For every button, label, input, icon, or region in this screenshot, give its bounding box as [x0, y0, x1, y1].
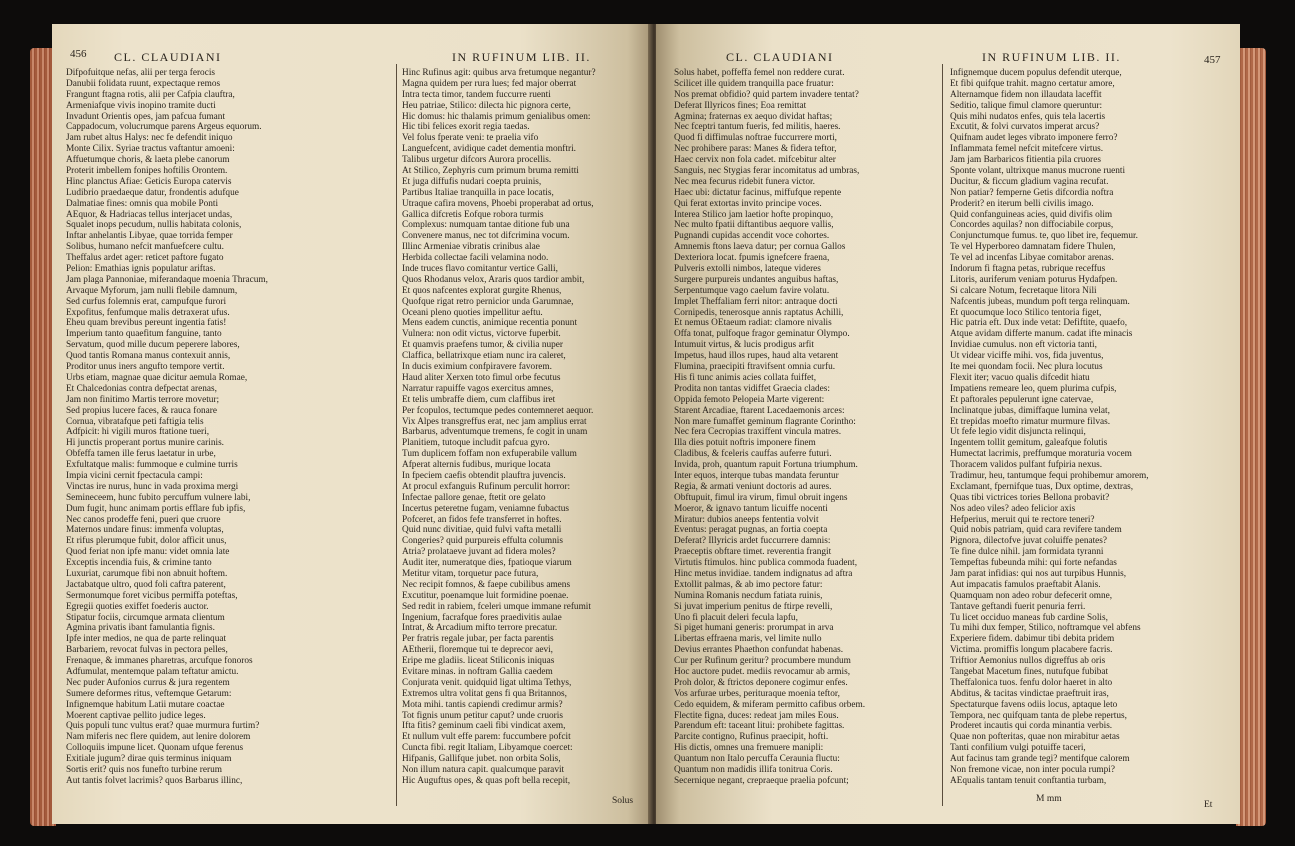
verse-line: Moeror, & ignavo tantum licuiffe nocenti — [674, 503, 828, 514]
verse-line: Pelion: Emathias ignis populatur ariftas. — [66, 264, 216, 275]
verse-line: Praeceptis obftare timet. reverentia frangit — [674, 547, 832, 558]
verse-line: Offa tonat, pulfoque fragor geminatur Olympo. — [674, 329, 850, 340]
verse-line: Gallica difcretis Eofque robora turmis — [402, 209, 544, 220]
verse-line: Triftior Aemonius nullos digreffus ab oris — [950, 656, 1106, 667]
verse-line: Obfeffa tamen ille ferus laetatur in urbe, — [66, 449, 216, 460]
verse-line: Inclinatque jubas, dimiffaque lumina velat, — [950, 405, 1110, 416]
verse-line: Heu patriae, Stilico: dilecta hic pignora certe, — [402, 100, 571, 111]
running-head-author-right: CL. CLAUDIANI — [726, 50, 834, 64]
verse-line: Quae non pofteritas, quae non mirabitur aetas — [950, 732, 1120, 743]
verse-line: Tu licet occiduo maneas fub cardine Solis, — [950, 612, 1108, 623]
verse-line: Frenaque, & immanes pharetras, arcufque fonoros — [66, 656, 253, 667]
verse-line: Complexus: numquam tantae ditione fub una — [402, 220, 570, 231]
left-column-a — [66, 68, 388, 814]
verse-line: Affuetumque choris, & laeta plebe canorum — [66, 155, 230, 166]
column-rule-left — [396, 64, 397, 806]
verse-line: Tot fignis unum petitur caput? unde cruoris — [402, 710, 563, 721]
running-head-author-left: CL. CLAUDIANI — [114, 50, 222, 64]
verse-line: Utraque cafira movens, Phoebi properabat ad ortus, — [402, 198, 594, 209]
verse-line: Proderit? en iterum belli civilis imago. — [950, 198, 1094, 209]
verse-line: Interea Stilico jam laetior hofte propinquo, — [674, 209, 834, 220]
verse-line: Agmina; fraternas ex aequo dividat haftas; — [674, 111, 833, 122]
verse-line: Cornipedis, tenerosque annis raptatus Achilli, — [674, 307, 844, 318]
verse-line: Qui ferat extortas invito principe voces. — [674, 198, 822, 209]
verse-line: Hic patria eft. Dux inde vetat: Defiftite, quaefo, — [950, 318, 1128, 329]
verse-line: Armeniafque vivis inopino tramite ducti — [66, 100, 216, 111]
verse-line: Tempora, nec quifquam tanta de plebe repertus, — [950, 710, 1127, 721]
verse-line: Talibus urgetur difcors Aurora procellis. — [402, 155, 552, 166]
verse-line: Sumere deformes ritus, veftemque Getarum: — [66, 688, 232, 699]
verse-line: Et fibi quifque trahit. magno certatur amore, — [950, 78, 1115, 89]
verse-line: Barbarus, adventumque tremens, fe cogit in unam — [402, 427, 588, 438]
verse-line: Flumina, praecipiti ftravifsent omnia curfu. — [674, 362, 836, 373]
verse-line: Ut videar viciffe mihi. vos, fida juventus, — [950, 351, 1104, 362]
verse-line: Nec puder Aufonios currus & jura regentem — [66, 677, 230, 688]
verse-line: Quifnam audet leges vibrato imponere ferro? — [950, 133, 1118, 144]
verse-line: Invidiae cumulus. non eft victoria tanti, — [950, 340, 1097, 351]
verse-line: Starent Arcadiae, ftarent Lacedaemonis arces: — [674, 405, 845, 416]
verse-line: Si piget humani generis: prorumpat in arva — [674, 623, 834, 634]
verse-line: Eripe me gladiis. liceat Stiliconis iniquas — [402, 656, 555, 667]
verse-line: Ipfe inter medios, ne qua de parte relinquat — [66, 634, 227, 645]
verse-line: Mens eadem cunctis, animique recentia ponunt — [402, 318, 578, 329]
verse-line: Cur per Rufinum geritur? procumbere mundum — [674, 656, 851, 667]
verse-line: Quid nunc divitiae, quid fulvi vafta metalli — [402, 525, 562, 536]
verse-line: Vos arfurae urbes, perituraque moenia teftor, — [674, 688, 840, 699]
verse-line: Regia, & armati veniunt doctoris ad aures. — [674, 481, 832, 492]
verse-line: Hinc planctus Afiae: Geticis Europa catervis — [66, 176, 232, 187]
verse-line: Urbs etiam, magnae quae dicitur aemula Romae, — [66, 372, 248, 383]
verse-line: Haud aliter Xerxen toto fimul orbe fecutus — [402, 372, 561, 383]
verse-line: Extremos ultra volitat gens fi qua Britannos, — [402, 688, 567, 699]
verse-line: Nec multo fpatii diftantibus aequore vallis, — [674, 220, 834, 231]
verse-line: Alternamque fidem non illaudata laceffit — [950, 89, 1102, 100]
column-rule-right — [942, 64, 943, 806]
verse-line: Jam rubet altus Halys: nec fe defendit iniquo — [66, 133, 233, 144]
verse-line: Aut facinus tam grande tegi? mentifque calorem — [950, 754, 1130, 765]
verse-line: Magna quidem per rura lues; fed major oberrat — [402, 78, 577, 89]
verse-line: Solus habet, poffeffa femel non reddere curat. — [674, 68, 845, 78]
verse-line: Solibus, humano nefcit manfuefcere cultu. — [66, 242, 224, 253]
verse-line: Sed curfus folemnis erat, campufque furori — [66, 296, 227, 307]
verse-line: Te fine dulce nihil. jam formidata tyranni — [950, 547, 1104, 558]
verse-line: Et rifus plerumque fubit, dolor afficit unus, — [66, 536, 227, 547]
verse-line: AEtherii, floremque tui te deprecor aevi, — [402, 645, 554, 656]
verse-line: Inflammata femel nefcit mitefcere virtus. — [950, 144, 1104, 155]
verse-line: At Stilico, Zephyris cum primum bruma remitti — [402, 166, 579, 177]
verse-line: Dexteriora locat. fpumis ignefcere fraena, — [674, 253, 830, 264]
verse-line: Per fcopulos, tectumque pedes contemneret aequor. — [402, 405, 594, 416]
verse-line: Atria? prolataeve juvant ad fidera moles? — [402, 547, 556, 558]
verse-line: Sponte volant, ultrixque manus mucrone ruenti — [950, 166, 1126, 177]
verse-line: Nos adeo viles? adeo felicior axis — [950, 503, 1076, 514]
verse-line: Inter equos, interque tubas mandata feruntur — [674, 470, 839, 481]
verse-line: Aut impacatis famulos praeftabit Alanis. — [950, 579, 1101, 590]
verse-line: Luxuriat, carumque fibi non abnuit hoftem. — [66, 568, 228, 579]
verse-line: Nec prohibere paras: Manes & fidera teftor, — [674, 144, 837, 155]
verse-line: Convenere manus, nec tot difcrimina vocum. — [402, 231, 570, 242]
verse-line: Infectae pallore genae, ftetit ore gelato — [402, 492, 546, 503]
verse-line: Cappadocum, volucrumque parens Argeus equorum. — [66, 122, 262, 133]
verse-line: Et quos nafcentes explorat gurgite Rhenus, — [402, 285, 562, 296]
verse-line: Invida, proh, quantum rapuit Fortuna triumphum. — [674, 460, 858, 471]
verse-line: Victima. promiffis longum placabere facris. — [950, 645, 1113, 656]
verse-line: Te vel ad incenfas Libyae comitabor arenas. — [950, 253, 1114, 264]
verse-line: Claffica, bellatrixque etiam nunc ira caleret, — [402, 351, 566, 362]
verse-line: Ingenium, facrafque fores praedivitis aulae — [402, 612, 562, 623]
verse-line: Sanguis, nec Stygias ferar incomitatus ad umbras, — [674, 166, 860, 177]
verse-line: Dum fugit, hunc animam portis efflare fub ipfis, — [66, 503, 246, 514]
verse-line: Ite mei quondam focii. Nec plura locutus — [950, 362, 1103, 373]
verse-line: Obftupuit, fimul ira virum, fimul obruit ingens — [674, 492, 848, 503]
verse-line: Tu mihi dux femper, Stilico, noftramque vel abfens — [950, 623, 1141, 634]
verse-line: Surgere purpureis undantes anguibus haftas, — [674, 274, 839, 285]
verse-line: Imperium tanto quaefitum fanguine, tanto — [66, 329, 222, 340]
verse-line: His fi tunc animis acies collata fuiffet, — [674, 372, 817, 383]
verse-line: Quis mihi nudatos enfes, quis tela lacertis — [950, 111, 1106, 122]
verse-line: At procul exfanguis Rufinum perculit horror: — [402, 481, 571, 492]
verse-line: Dalmatiae fines: omnis qua mobile Ponti — [66, 198, 219, 209]
verse-line: Proderet incautis qui corda minantia verbis. — [950, 721, 1113, 732]
verse-line: Vulnera: non odit victus, victorve fuperbit. — [402, 329, 561, 340]
verse-line: Parendum eft: taceant litui: prohibete fagittas. — [674, 721, 845, 732]
verse-line: Hoc auctore pudet. mediis revocamur ab armis, — [674, 666, 851, 677]
verse-line: Quamquam non adeo robur defecerit omne, — [950, 590, 1113, 601]
verse-line: In ducis eximium confpiravere favorem. — [402, 362, 552, 373]
verse-line: Illa dies potuit noftris imponere finem — [674, 438, 816, 449]
verse-line: Tum duplicem foffam non exfuperabile vallum — [402, 449, 577, 460]
page-number-right: 457 — [1204, 54, 1221, 66]
verse-line: Adfumulat, mentemque palam teftatur amictu. — [66, 666, 239, 677]
verse-line: Hi junctis properant portus munire carinis. — [66, 438, 225, 449]
verse-line: Egregii quoties exiffet foederis auctor. — [66, 601, 209, 612]
verse-line: Cladibus, & fceleris cauffas auferre futuri. — [674, 449, 832, 460]
verse-line: Planitiem, tutoque includit pafcua gyro. — [402, 438, 550, 449]
verse-line: Ducitur, & ficcum gladium vagina recufat. — [950, 176, 1109, 187]
verse-line: Et Chalcedonias contra defpectat arenas, — [66, 383, 218, 394]
verse-line: Et quamvis praefens tumor, & civilia nuper — [402, 340, 563, 351]
verse-line: Quid confanguineas acies, quid divifis olim — [950, 209, 1113, 220]
verse-line: Flexit iter; vacuo qualis difcedit hiatu — [950, 372, 1090, 383]
verse-line: Hic Auguftus opes, & quas poft bella recepit, — [402, 775, 571, 786]
verse-line: Illinc Armeniae vibratis crinibus alae — [402, 242, 540, 253]
verse-line: Experiere fidem. dabimur tibi debita pridem — [950, 634, 1115, 645]
verse-line: Extollit palmas, & ab imo pectore fatur: — [674, 579, 823, 590]
verse-line: Theffalonica tuos. fenfu dolor haeret in alto — [950, 677, 1113, 688]
running-head-title-right: IN RUFINUM LIB. II. — [982, 50, 1121, 64]
verse-line: Et nemus OEtaeum radiat: clamore nivalis — [674, 318, 832, 329]
verse-line: Jam non finitimo Martis terrore movetur; — [66, 394, 220, 405]
verse-line: Tempeftas fubeunda mihi: qui forte nefandas — [950, 558, 1117, 569]
verse-line: Tantave geftandi fuerit penuria ferri. — [950, 601, 1086, 612]
verse-line: Barbariem, revocat fulvas in pectora pelles, — [66, 645, 228, 656]
verse-line: Infignemque habitum Latii mutare coactae — [66, 699, 225, 710]
verse-line: Non fremone vicae, non inter pocula rumpi? — [950, 765, 1115, 775]
verse-line: Hifpanis, Gallifque jubet. non orbita Solis, — [402, 754, 561, 765]
left-page — [52, 24, 652, 824]
verse-line: Implet Theffaliam ferri nitor: antraque docti — [674, 296, 838, 307]
verse-line: Ut fefe legio vidit disjuncta relinqui, — [950, 427, 1086, 438]
verse-line: Quofque rigat retro pernicior unda Garumnae, — [402, 296, 574, 307]
verse-line: Mota mihi. tantis capiendi credimur armis? — [402, 699, 563, 710]
verse-line: Non patiar? femperne Getis difcordia noftra — [950, 187, 1114, 198]
verse-line: Pugnandi cupidas accendit voce cohortes. — [674, 231, 830, 242]
verse-line: Si calcare Notum, fecretaque litora Nili — [950, 285, 1097, 296]
verse-line: Nafcentis jubeas, mundum poft terga relinquam. — [950, 296, 1130, 307]
verse-line: Humectat lacrimis, preffumque moraturia vocem — [950, 449, 1132, 460]
verse-line: Atque avidam differte manum. cadat ifte minacis — [950, 329, 1133, 340]
verse-line: Pofceret, an fidos fefe transferret in hoftes. — [402, 514, 562, 525]
verse-line: Incertus peteretne fugam, veniamne fubactus — [402, 503, 570, 514]
verse-line: Sortis erit? quis nos funefto turbine rerum — [66, 765, 222, 775]
verse-line: Invadunt Orientis opes, jam pafcua fumant — [66, 111, 226, 122]
verse-line: Non mare fumaffet geminum flagrante Corintho: — [674, 416, 856, 427]
verse-line: Quantum non madidis illifa tonitrua Coris. — [674, 765, 833, 775]
right-column-b — [950, 68, 1226, 814]
verse-line: Amnemis ftons laeva datur; per cornua Gallos — [674, 242, 846, 253]
left-column-b — [402, 68, 648, 814]
verse-line: Nec mea fecurus ridebit funera victor. — [674, 176, 815, 187]
verse-line: Haec cervix non fola cadet. mifcebitur alter — [674, 155, 836, 166]
verse-line: Quid nobis patriam, quid cara revifere tandem — [950, 525, 1122, 536]
verse-line: Narratur rapuiffe vagos exercitus amnes, — [402, 383, 554, 394]
verse-line: Abditus, & tacitas vindictae praeftruit iras, — [950, 688, 1109, 699]
verse-line: Squalet inops pecudum, nullis habitata colonis, — [66, 220, 242, 231]
verse-line: Hinc metus invidiae. tandem indignatus ad aftra — [674, 568, 853, 579]
verse-line: Oceani pleno quoties impellitur aeftu. — [402, 307, 543, 318]
verse-line: Vinctas ire nurus, hunc in vada proxima mergi — [66, 481, 239, 492]
verse-line: Nec fera Cecropias traxiffent vincula matres. — [674, 427, 842, 438]
verse-line: Tradimur, heu, tantumque fequi prohibemur amorem, — [950, 470, 1149, 481]
verse-line: Afperat alternis fudibus, murique locata — [402, 460, 551, 471]
catchword-left: Solus — [612, 796, 634, 806]
verse-line: Danubii folidata ruunt, expectaque remos — [66, 78, 221, 89]
verse-line: Virtutis ftimulos. hinc publica commoda fuadent, — [674, 558, 858, 569]
verse-line: Spectaturque favens odiis locus, aptaque leto — [950, 699, 1118, 710]
verse-line: Moerent captivae pellito judice leges. — [66, 710, 206, 721]
verse-line: Quos Rhodanus velox, Araris quos tardior ambit, — [402, 274, 585, 285]
verse-line: Nec recipit fomnos, & faepe cubilibus amens — [402, 579, 571, 590]
verse-line: Impia vicini cernit fpectacula campi: — [66, 470, 203, 481]
verse-line: Sed redit in rabiem, fceleri umque immane refumit — [402, 601, 591, 612]
verse-line: Litoris, auriferum veniam poturus Hydafpen. — [950, 274, 1118, 285]
verse-line: Nam miferis nec flere quidem, aut lenire dolorem — [66, 732, 251, 743]
verse-line: Serpentumque vago caelum favire volatu. — [674, 285, 830, 296]
page-number-left: 456 — [70, 48, 87, 60]
verse-line: Scilicet ille quidem tranquilla pace fruatur: — [674, 78, 834, 89]
verse-line: Nos premat obfidio? quid partem invadere tentat? — [674, 89, 859, 100]
verse-line: Te vel Hyperboreo damnatam fidere Thulen, — [950, 242, 1116, 253]
verse-line: Proterit imbellem fonipes hoftilis Orontem. — [66, 166, 228, 177]
verse-line: Hic domus: hic thalamis primum genialibus omen: — [402, 111, 591, 122]
verse-line: Seditio, talique fimul clamore queruntur: — [950, 100, 1103, 111]
verse-line: Exfultatque malis: fummoque e culmine turris — [66, 460, 238, 471]
verse-line: Cornua, vibratafque peti faftigia telis — [66, 416, 204, 427]
verse-line: Partibus Italiae tranquilla in pace locatis, — [402, 187, 554, 198]
verse-line: Metitur vitam, torquetur pace futura, — [402, 568, 539, 579]
verse-line: Jam jam Barbaricos fitientia pila cruores — [950, 155, 1102, 166]
verse-line: Si juvat imperium penitus de ftirpe revelli, — [674, 601, 833, 612]
verse-line: Inftar anhelantis Libyae, quae torrida femper — [66, 231, 233, 242]
verse-line: Et quocumque loco Stilico tentoria figet, — [950, 307, 1102, 318]
verse-line: Evitare minas. in noftram Gallia caedem — [402, 666, 553, 677]
verse-line: Intra tecta timor, tandem fuccurre ruenti — [402, 89, 551, 100]
verse-line: Secernique negant, crepraeque praelia pofcunt; — [674, 775, 849, 786]
verse-line: Concordes aquilas? non diffociabile corpus, — [950, 220, 1114, 231]
verse-line: Eheu quam brevibus pereunt ingentia fatis! — [66, 318, 227, 329]
verse-line: Exitiale jugum? dirae quis terminus iniquam — [66, 754, 232, 765]
verse-line: Flectite figna, duces: redeat jam miles Eous. — [674, 710, 839, 721]
verse-line: Quod fi diffimulas noftrae fuccurrere morti, — [674, 133, 837, 144]
verse-line: Jam plaga Pannoniae, miferandaque moenia Thracum, — [66, 274, 268, 285]
verse-line: Excutitur, poenamque luit formidine poenae. — [402, 590, 569, 601]
verse-line: Indorum fi ftagna petas, rubrique receffus — [950, 264, 1106, 275]
verse-line: Et nullum vult effe parem: fuccumbere pofcit — [402, 732, 571, 743]
verse-line: Ingentem tollit gemitum, galeafque folutis — [950, 438, 1108, 449]
verse-line: Pignora, dilectofve juvat coluiffe penates? — [950, 536, 1108, 547]
verse-line: Proditor unus iners angufto tempore vertit. — [66, 362, 225, 373]
verse-line: Nec canos prodeffe feni, pueri que cruore — [66, 514, 221, 525]
running-head-title-left: IN RUFINUM LIB. II. — [452, 50, 591, 64]
verse-line: Difpofuitque nefas, alii per terga ferocis — [66, 68, 216, 78]
verse-line: Ifta fitis? geminum caeli fibi vindicat axem, — [402, 721, 566, 732]
verse-line: Arvaque Myforum, jam nulli flebile damnum, — [66, 285, 238, 296]
verse-line: Prodita non tantas vidiffet Graecia clades: — [674, 383, 831, 394]
page-edges-right — [1236, 48, 1266, 826]
verse-line: Congeries? quid purpureis effulta columnis — [402, 536, 563, 547]
verse-line: Infignemque ducem populus defendit uterque, — [950, 68, 1122, 78]
verse-line: Et trepidas moefto rimatur murmure filvas. — [950, 416, 1111, 427]
verse-line: Et juga diffufis nudari coepta pruinis, — [402, 176, 542, 187]
verse-line: Et telis umbraffe diem, cum claffibus iret — [402, 394, 556, 405]
verse-line: In fpeciem caefis obtendit plauftra juvencis. — [402, 470, 566, 481]
verse-line: Et paftorales pepulerunt igne catervae, — [950, 394, 1094, 405]
verse-line: Cuncta fibi. regit Italiam, Libyamque coercet: — [402, 743, 573, 754]
verse-line: Conjurata venit. quidquid ligat ultima Tethys, — [402, 677, 572, 688]
verse-line: Monte Cilix. Syriae tractus vaftantur amoeni: — [66, 144, 235, 155]
verse-line: Vel folus fperate veni: te praelia vifo — [402, 133, 539, 144]
verse-line: Hefperius, meruit qui te rectore teneri? — [950, 514, 1095, 525]
verse-line: Non illum natura capit. qualcumque paravit — [402, 765, 565, 775]
verse-line: Conjunctumque fumus. te, quo libet ire, fequemur. — [950, 231, 1138, 242]
verse-line: Sed propius lucere faces, & rauca fonare — [66, 405, 218, 416]
verse-line: Hic tibi felices exorit regia taedas. — [402, 122, 530, 133]
verse-line: Intrat, & Arcadium mifto terrore precatur. — [402, 623, 558, 634]
verse-line: Numina Romanis necdum fatiata ruinis, — [674, 590, 823, 601]
verse-line: Libertas effraena maris, vel limite nullo — [674, 634, 822, 645]
verse-line: Stipatur fociis, circumque armata clientum — [66, 612, 225, 623]
verse-line: Impatiens remeare leo, quem plurima cufpis, — [950, 383, 1117, 394]
verse-line: Oppida femoto Pelopeia Marte vigerent: — [674, 394, 825, 405]
verse-line: Expofitus, fenfumque malis detraxerat ufus. — [66, 307, 230, 318]
verse-line: Vix Alpes transgreffus erat, nec jam amplius errat — [402, 416, 587, 427]
verse-line: Quod tantis Romana manus contexuit annis, — [66, 351, 231, 362]
verse-line: Miratur: dubios aneeps fententia volvit — [674, 514, 819, 525]
verse-line: Eventus: peragat pugnas, an fortia coepta — [674, 525, 828, 536]
verse-line: Adfpicit: hi vigili muros ftatione tueri, — [66, 427, 210, 438]
verse-line: Uno fi placuit deleri fecula lapfu, — [674, 612, 798, 623]
verse-line: Frangunt ftagna rotis, alii per Cafpia clauftra, — [66, 89, 235, 100]
verse-line: AEqualis tantam tenuit conftantia turbam, — [950, 775, 1107, 786]
verse-line: Cedo equidem, & miferam permitto cafibus orbem. — [674, 699, 866, 710]
verse-line: Quas tibi victrices tories Bellona probavit? — [950, 492, 1110, 503]
verse-line: Impetus, haud illos rupes, haud alta vetarent — [674, 351, 839, 362]
verse-line: AEquor, & Hadriacas tellus interjacet undas, — [66, 209, 233, 220]
verse-line: Sermonumque foret vicibus permiffa poteftas, — [66, 590, 238, 601]
catchword-right: Et — [1204, 800, 1213, 810]
verse-line: Devius errantes Phaethon confundat habenas. — [674, 645, 844, 656]
verse-line: Semineceem, hunc fubito percuffum vulnere labi, — [66, 492, 251, 503]
signature-mark: M mm — [1036, 794, 1062, 804]
verse-line: Herbida collectae facili velamina nodo. — [402, 253, 549, 264]
verse-line: Per fratris regale jubar, per facta parentis — [402, 634, 554, 645]
verse-line: Proh dolor, & ftrictos deponere cogimur enfes. — [674, 677, 848, 688]
verse-line: Quod feriat non ipfe manu: videt omnia late — [66, 547, 230, 558]
verse-line: His dictis, omnes una fremuere manipli: — [674, 743, 824, 754]
verse-line: Thoracem validos pulfant fufpiria nexus. — [950, 460, 1103, 471]
verse-line: Colloquiis impune licet. Quonam ufque ferenus — [66, 743, 244, 754]
verse-line: Tanti confilium vulgi potuiffe taceri, — [950, 743, 1086, 754]
verse-line: Deferat? Illyricis ardet fuccurrere damnis: — [674, 536, 831, 547]
verse-line: Inde truces flavo comitantur vertice Galli, — [402, 264, 558, 275]
right-column-a — [674, 68, 936, 814]
verse-line: Deferat Illyricos fines; Eoa remittat — [674, 100, 807, 111]
verse-line: Intumuit virtus, & lucis prodigus arfit — [674, 340, 814, 351]
verse-line: Theffalus ardet ager: reticet paftore fugato — [66, 253, 224, 264]
verse-line: Pulveris extolli nimbos, lateque videres — [674, 264, 821, 275]
verse-line: Excutit, & folvi curvatos imperat arcus? — [950, 122, 1100, 133]
open-book — [8, 10, 1288, 838]
right-page — [656, 24, 1240, 824]
verse-line: Exclamant, fpernifque tuas, Dux optime, dextras, — [950, 481, 1134, 492]
verse-line: Agmina privatis ibant famulantia fignis. — [66, 623, 215, 634]
verse-line: Audit iter, numeratque dies, fpatioque viarum — [402, 558, 572, 569]
verse-line: Haec ubi: dictatur facinus, miffufque repente — [674, 187, 842, 198]
verse-line: Exceptis incendia fuis, & crimine tanto — [66, 558, 212, 569]
verse-line: Languefcent, avidique cadet dementia monftri. — [402, 144, 576, 155]
verse-line: Servatum, quod mille ducum peperere labores, — [66, 340, 240, 351]
verse-line: Aut tantis folvet lacrimis? quos Barbarus illinc, — [66, 775, 243, 786]
verse-line: Ludibrio praedaeque datur, frondentis adufque — [66, 187, 239, 198]
verse-line: Tangebat Macetum fines, nutufque fubibat — [950, 666, 1109, 677]
verse-line: Quis populi tunc vultus erat? quae murmura furtim? — [66, 721, 260, 732]
verse-line: Quantum non Italo percuffa Ceraunia fluctu: — [674, 754, 840, 765]
verse-line: Jactabatque ultro, quod foli caftra paterent, — [66, 579, 226, 590]
verse-line: Parcite contigno, Rufinus praecipit, hofti. — [674, 732, 829, 743]
verse-line: Hinc Rufinus agit: quibus arva fretumque negantur? — [402, 68, 596, 78]
verse-line: Jam parat infidias: qui nos aut turpibus Hunnis, — [950, 568, 1127, 579]
verse-line: Maternos undare finus: immenfa voluptas, — [66, 525, 224, 536]
verse-line: Nec fceptri tantum fueris, fed militis, haeres. — [674, 122, 841, 133]
